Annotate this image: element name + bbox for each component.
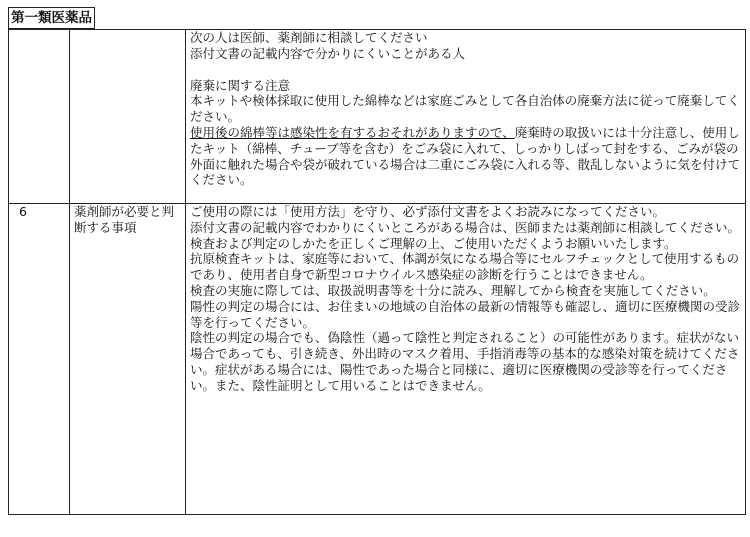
notice-paragraph: 検査および判定のしかたを正しくご理解の上、ご使用いただくようお願いいたします。 xyxy=(190,235,677,251)
document-table xyxy=(8,29,746,515)
table-row xyxy=(9,30,746,204)
row-content-cell xyxy=(186,204,746,515)
disposal-heading: 廃棄に関する注意 xyxy=(190,77,291,93)
row-number-cell xyxy=(9,30,70,204)
row-item-cell: 薬剤師が必要と判断する事項 xyxy=(70,204,186,515)
disposal-warning xyxy=(190,125,743,188)
row-content-cell xyxy=(186,30,746,204)
table-row xyxy=(9,204,746,515)
notice-paragraph: 検査の実施に際しては、取扱説明書等を十分に読み、理解してから検査を実施してください。 xyxy=(190,282,716,298)
consult-line: 添付文書の記載内容で分かりにくいことがある人 xyxy=(190,45,466,61)
row-number-cell: 6 xyxy=(9,204,70,515)
consult-line: 次の人は医師、薬剤師に相談してください xyxy=(190,30,428,45)
notice-paragraph: ご使用の際には「使用方法」を守り、必ず添付文書をよくお読みになってください。 xyxy=(190,204,666,219)
disposal-text: 本キットや検体採取に使用した綿棒などは家庭ごみとして各自治体の廃棄方法に従って廃棄してください。 xyxy=(190,93,740,125)
notice-paragraph: 添付文書の記載内容でわかりにくいところがある場合は、医師または薬剤師に相談してください。 xyxy=(190,219,741,235)
notice-paragraph: 抗原検査キットは、家庭等において、体調が気になる場合等にセルフチェックとして使用するものであり、使用者自身で新型コロナウイルス感染症の診断を行うことはできません。 xyxy=(190,251,740,283)
notice-paragraph: 陰性の判定の場合でも、偽陰性（過って陰性と判定されること）の可能性があります。症状がない場合であっても、引き続き、外出時のマスク着用、手指消毒等の基本的な感染対策を続けてください。症状がある場合には、陽性であった場合と同様に、適切に医療機関の受診等を行ってください。また、陰性証明として用いることはできません。 xyxy=(190,330,740,393)
category-label: 第一類医薬品 xyxy=(8,7,95,29)
row-item-cell xyxy=(70,30,186,204)
disposal-warning-rest: 廃棄時の取扱いには十分注意し、使用したキット（綿棒、チューブ等を含む）をごみ袋に入れて、しっかりしばって封をする、ごみが袋の外面に触れた場合や袋が破れている場合は二重にごみ袋に入れる等、散乱しないように気を付けてください。 xyxy=(190,124,741,188)
notice-paragraph: 陽性の判定の場合には、お住まいの地域の自治体の最新の情報等も確認し、適切に医療機関の受診等を行ってください。 xyxy=(190,298,741,330)
disposal-warning-underlined: 使用後の綿棒等は感染性を有するおそれがありますので、 xyxy=(190,124,515,140)
